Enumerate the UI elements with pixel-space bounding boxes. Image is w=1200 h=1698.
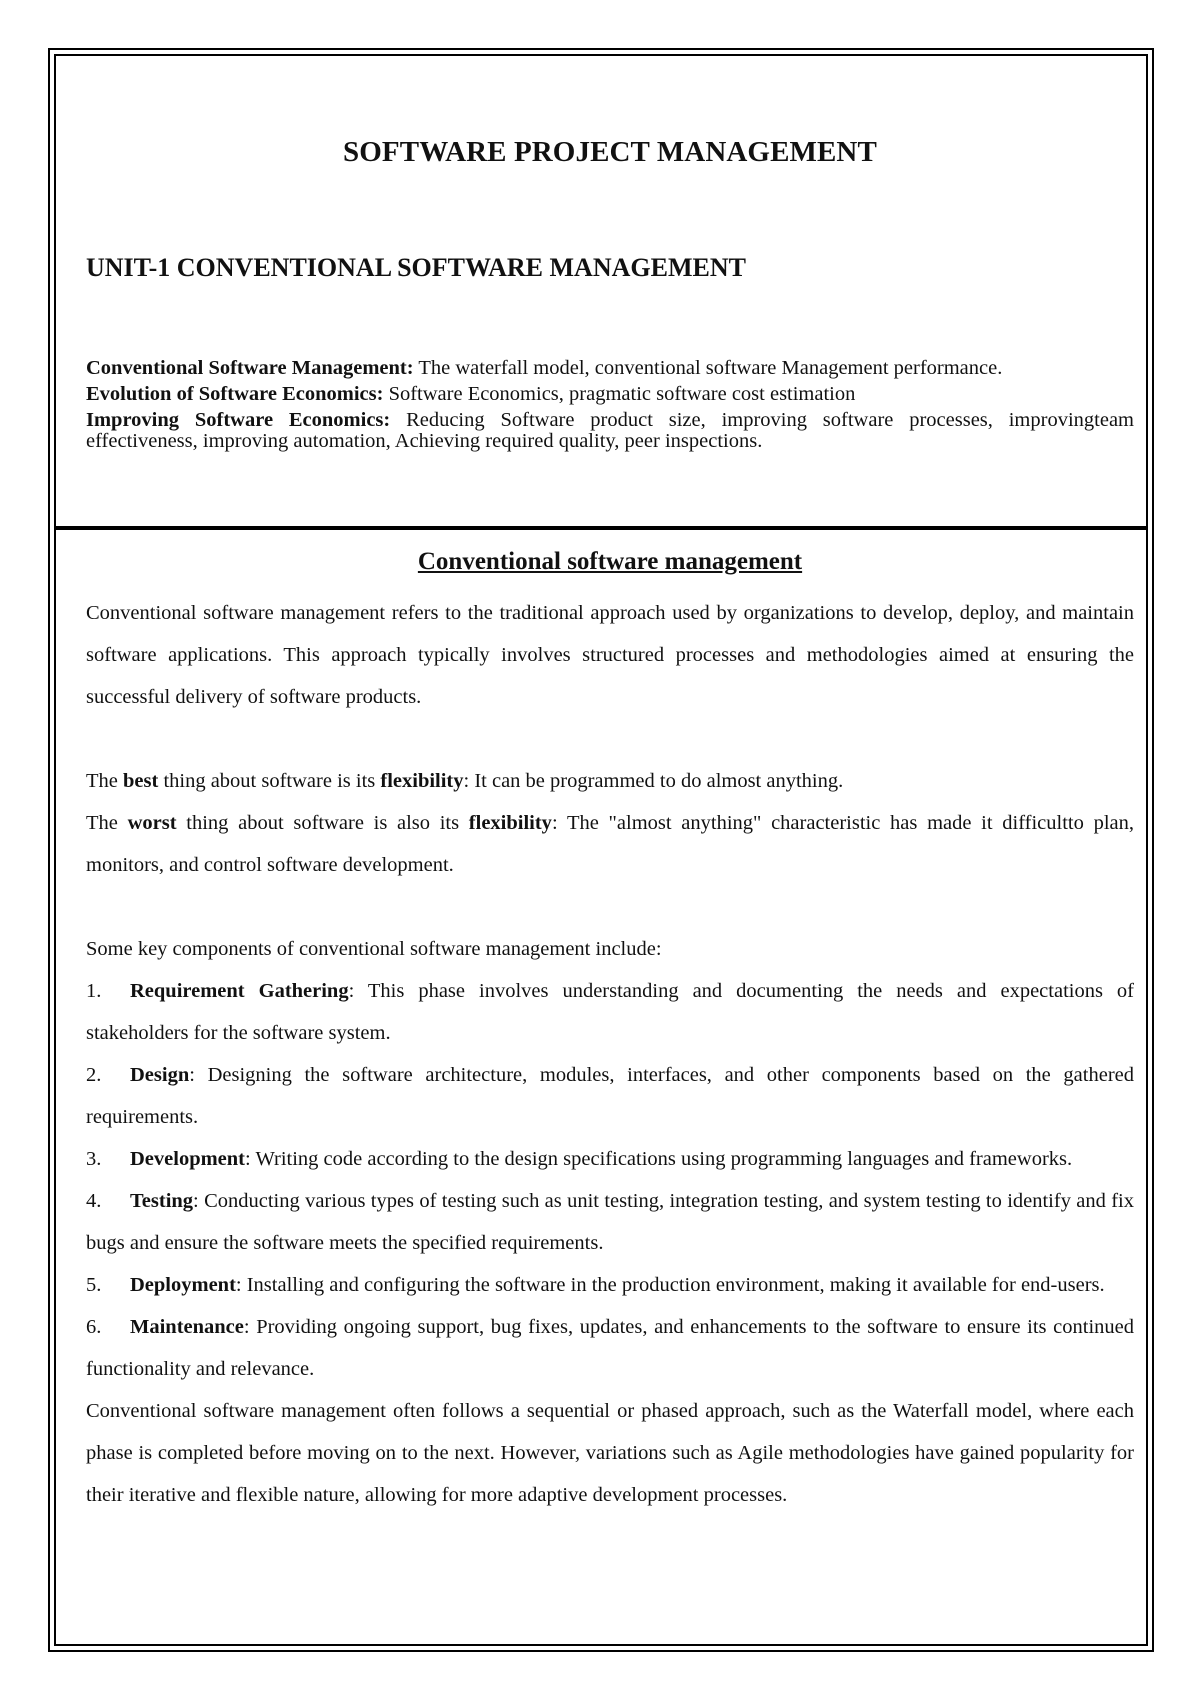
list-item bbox=[86, 1138, 1134, 1180]
list-number: 5. bbox=[86, 1274, 102, 1296]
syllabus-label: Conventional Software Management: bbox=[86, 357, 414, 379]
list-item bbox=[86, 1306, 1134, 1390]
syllabus-block bbox=[86, 358, 1134, 452]
list-number: 3. bbox=[86, 1148, 102, 1170]
best-paragraph bbox=[86, 760, 1134, 802]
intro-paragraph: Conventional software management refers to the traditional approach used by organizations to develop, deploy, and maintain software applications. This approach typically involves structured processes and methodologies aimed at ensuring the successful delivery of software products. bbox=[86, 602, 1134, 708]
syllabus-item bbox=[86, 384, 1134, 405]
syllabus-text: Reducing Software product size, improving software processes, improvingteam effectiveness, improving automation, Achieving required quality, peer inspections. bbox=[86, 409, 1134, 452]
text-run: : The "almost anything" characteristic has made it difficultto plan, monitors, and control software development. bbox=[86, 812, 1134, 876]
list-item-text: : Designing the software architecture, modules, interfaces, and other components based on the gathered requirements. bbox=[86, 1064, 1134, 1128]
syllabus-label: Improving Software Economics: bbox=[86, 409, 391, 431]
list-item-name: Testing bbox=[130, 1190, 194, 1212]
text-run: thing about software is also its bbox=[176, 812, 469, 834]
list-number: 2. bbox=[86, 1064, 102, 1086]
list-item-text: : Installing and configuring the software in the production environment, making it available for end-users. bbox=[235, 1274, 1105, 1296]
list-item-name: Deployment bbox=[130, 1274, 236, 1296]
section-body bbox=[86, 592, 1134, 1516]
text-run: : It can be programmed to do almost anything. bbox=[463, 770, 844, 792]
syllabus-text: Software Economics, pragmatic software cost estimation bbox=[383, 383, 856, 405]
list-number: 1. bbox=[86, 980, 102, 1002]
spacer bbox=[86, 718, 1134, 760]
list-item-text: : This phase involves understanding and documenting the needs and expectations of stakeholders for the software system. bbox=[86, 980, 1134, 1044]
spacer bbox=[86, 886, 1134, 928]
bold-run: best bbox=[123, 770, 159, 792]
list-item bbox=[86, 1180, 1134, 1264]
unit-title: UNIT-1 CONVENTIONAL SOFTWARE MANAGEMENT bbox=[86, 253, 746, 282]
text-run: thing about software is its bbox=[158, 770, 381, 792]
worst-paragraph bbox=[86, 802, 1134, 886]
bold-run: flexibility bbox=[468, 812, 552, 834]
syllabus-item bbox=[86, 410, 1134, 452]
section-heading: Conventional software management bbox=[417, 548, 803, 575]
list-item-name: Requirement Gathering bbox=[130, 980, 349, 1002]
list-item-text: : Providing ongoing support, bug fixes, updates, and enhancements to the software to ensure its continued functionality and relevance. bbox=[86, 1316, 1134, 1380]
document-title: SOFTWARE PROJECT MANAGEMENT bbox=[343, 136, 877, 168]
list-item bbox=[86, 1264, 1134, 1306]
list-item-name: Maintenance bbox=[130, 1316, 244, 1338]
list-item-name: Development bbox=[130, 1148, 246, 1170]
list-item bbox=[86, 1054, 1134, 1138]
conclusion-paragraph: Conventional software management often follows a sequential or phased approach, such as the Waterfall model, where each phase is completed before moving on to the next. However, variations such as Agile methodologies have gained popularity for their iterative and flexible nature, allowing for more adaptive development processes. bbox=[86, 1400, 1134, 1506]
components-intro: Some key components of conventional software management include: bbox=[86, 938, 662, 960]
text-run: The bbox=[86, 770, 123, 792]
bold-run: worst bbox=[127, 812, 177, 834]
list-item-text: : Writing code according to the design specifications using programming languages and frameworks. bbox=[245, 1148, 1073, 1170]
list-item-name: Design bbox=[130, 1064, 190, 1086]
syllabus-item bbox=[86, 358, 1134, 379]
syllabus-text: The waterfall model, conventional software Management performance. bbox=[413, 357, 1003, 379]
list-number: 4. bbox=[86, 1190, 102, 1212]
list-number: 6. bbox=[86, 1316, 102, 1338]
text-run: The bbox=[86, 812, 128, 834]
bold-run: flexibility bbox=[380, 770, 464, 792]
list-item bbox=[86, 970, 1134, 1054]
list-item-text: : Conducting various types of testing such as unit testing, integration testing, and system testing to identify and fix bugs and ensure the software meets the specified requirements. bbox=[86, 1190, 1134, 1254]
section-divider bbox=[54, 526, 1148, 530]
syllabus-label: Evolution of Software Economics: bbox=[86, 383, 384, 405]
